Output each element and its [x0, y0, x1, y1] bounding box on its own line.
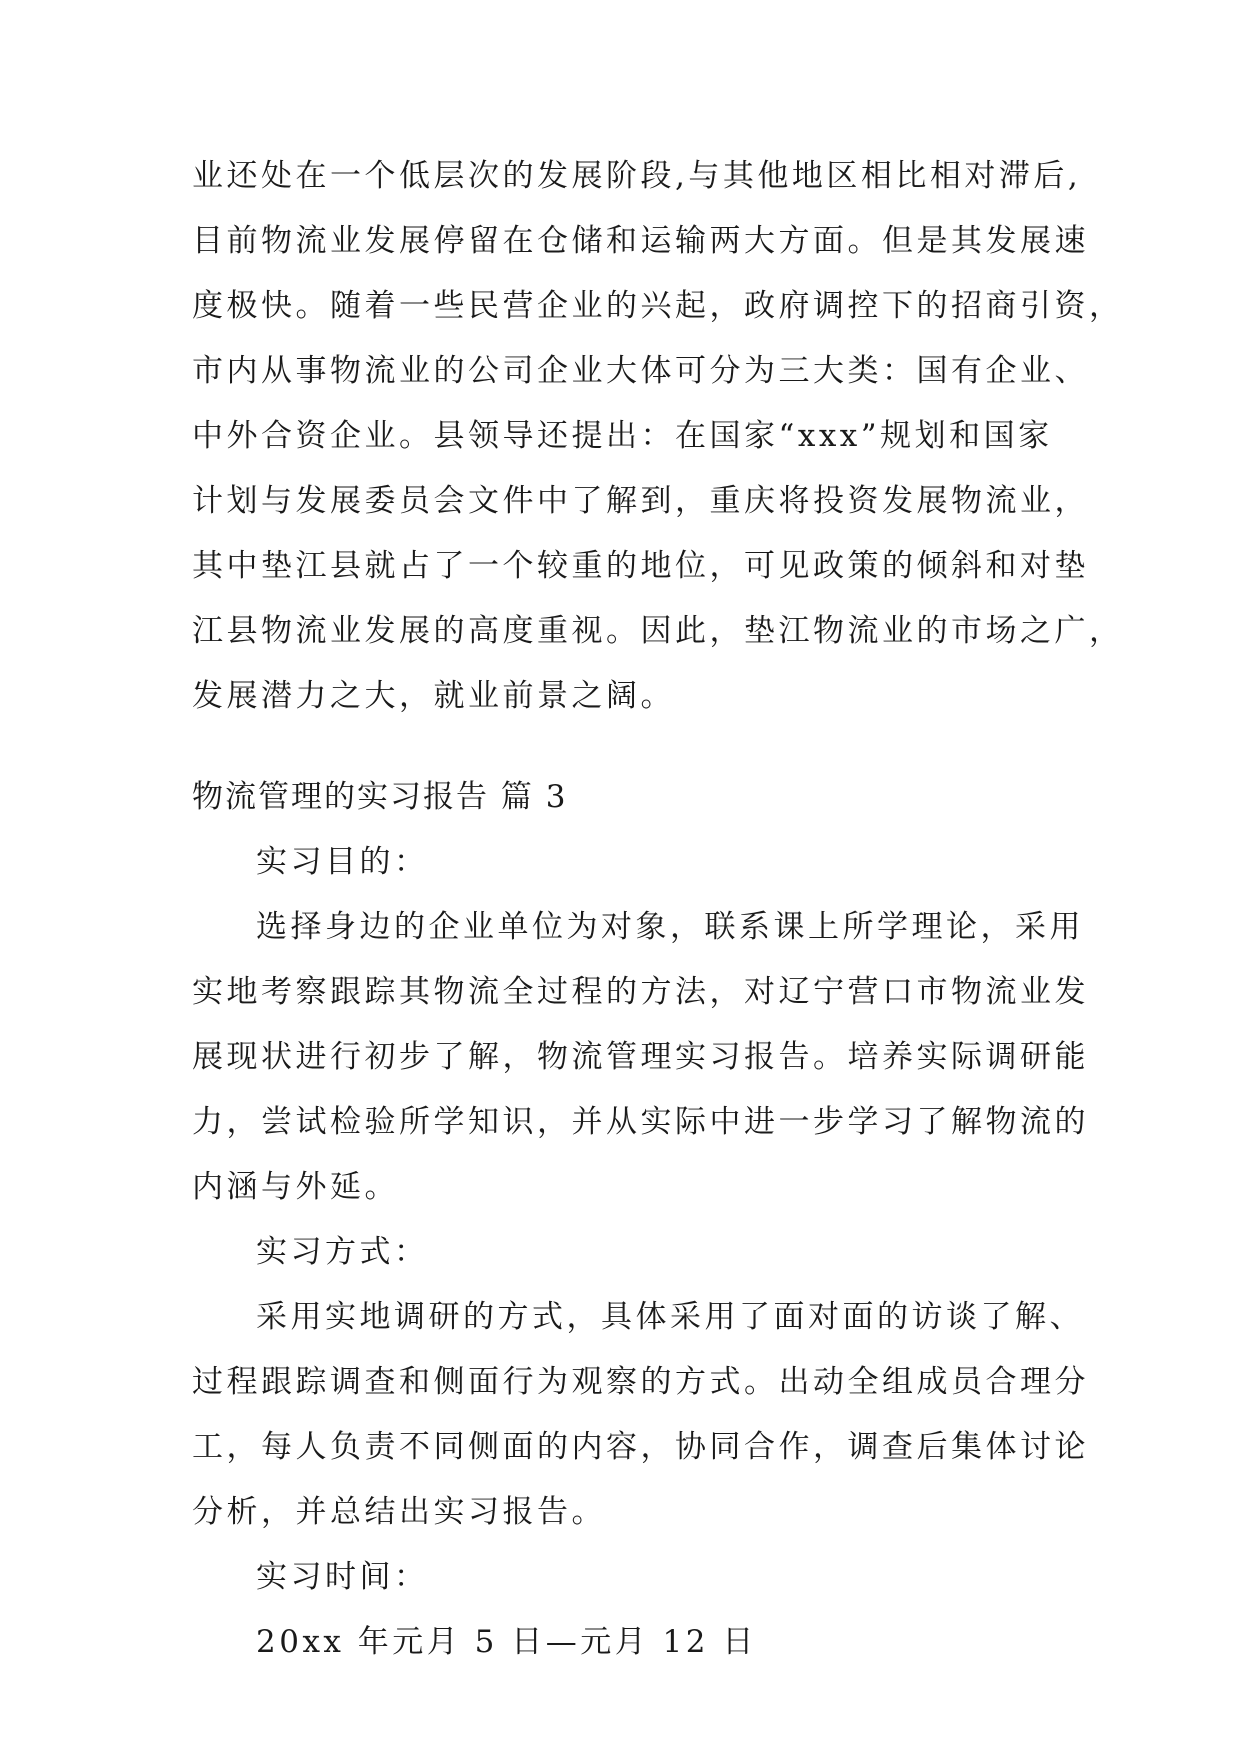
paragraph-line: 采用实地调研的方式，具体采用了面对面的访谈了解、: [256, 1299, 1084, 1335]
paragraph-line: 中外合资企业。县领导还提出：在国家“xxx”规划和国家: [192, 418, 1053, 454]
subheading-time: 实习时间：: [256, 1559, 429, 1595]
paragraph-line: 内涵与外延。: [192, 1169, 399, 1205]
paragraph-line: 选择身边的企业单位为对象，联系课上所学理论，采用: [256, 909, 1084, 945]
paragraph-line: 工，每人负责不同侧面的内容，协同合作，调查后集体讨论: [192, 1429, 1089, 1465]
paragraph-line: 展现状进行初步了解，物流管理实习报告。培养实际调研能: [192, 1039, 1089, 1075]
internship-dates: 20xx 年元月 5 日—元月 12 日: [256, 1624, 757, 1660]
paragraph-line: 计划与发展委员会文件中了解到，重庆将投资发展物流业，: [192, 483, 1089, 519]
section-heading: 物流管理的实习报告 篇 3: [192, 779, 568, 815]
paragraph-line: 力，尝试检验所学知识，并从实际中进一步学习了解物流的: [192, 1104, 1089, 1140]
paragraph-line: 过程跟踪调查和侧面行为观察的方式。出动全组成员合理分: [192, 1364, 1089, 1400]
paragraph-line: 分析，并总结出实习报告。: [192, 1494, 606, 1530]
paragraph-line: 度极快。随着一些民营企业的兴起，政府调控下的招商引资，: [192, 288, 1124, 324]
paragraph-line: 发展潜力之大，就业前景之阔。: [192, 678, 675, 714]
subheading-purpose: 实习目的：: [256, 844, 429, 880]
paragraph-line: 江县物流业发展的高度重视。因此，垫江物流业的市场之广，: [192, 613, 1124, 649]
paragraph-line: 业还处在一个低层次的发展阶段,与其他地区相比相对滞后,: [192, 158, 1082, 194]
paragraph-line: 其中垫江县就占了一个较重的地位，可见政策的倾斜和对垫: [192, 548, 1089, 584]
paragraph-line: 实地考察跟踪其物流全过程的方法，对辽宁营口市物流业发: [192, 974, 1089, 1010]
subheading-method: 实习方式：: [256, 1234, 429, 1270]
paragraph-line: 目前物流业发展停留在仓储和运输两大方面。但是其发展速: [192, 223, 1089, 259]
paragraph-line: 市内从事物流业的公司企业大体可分为三大类：国有企业、: [192, 353, 1089, 389]
